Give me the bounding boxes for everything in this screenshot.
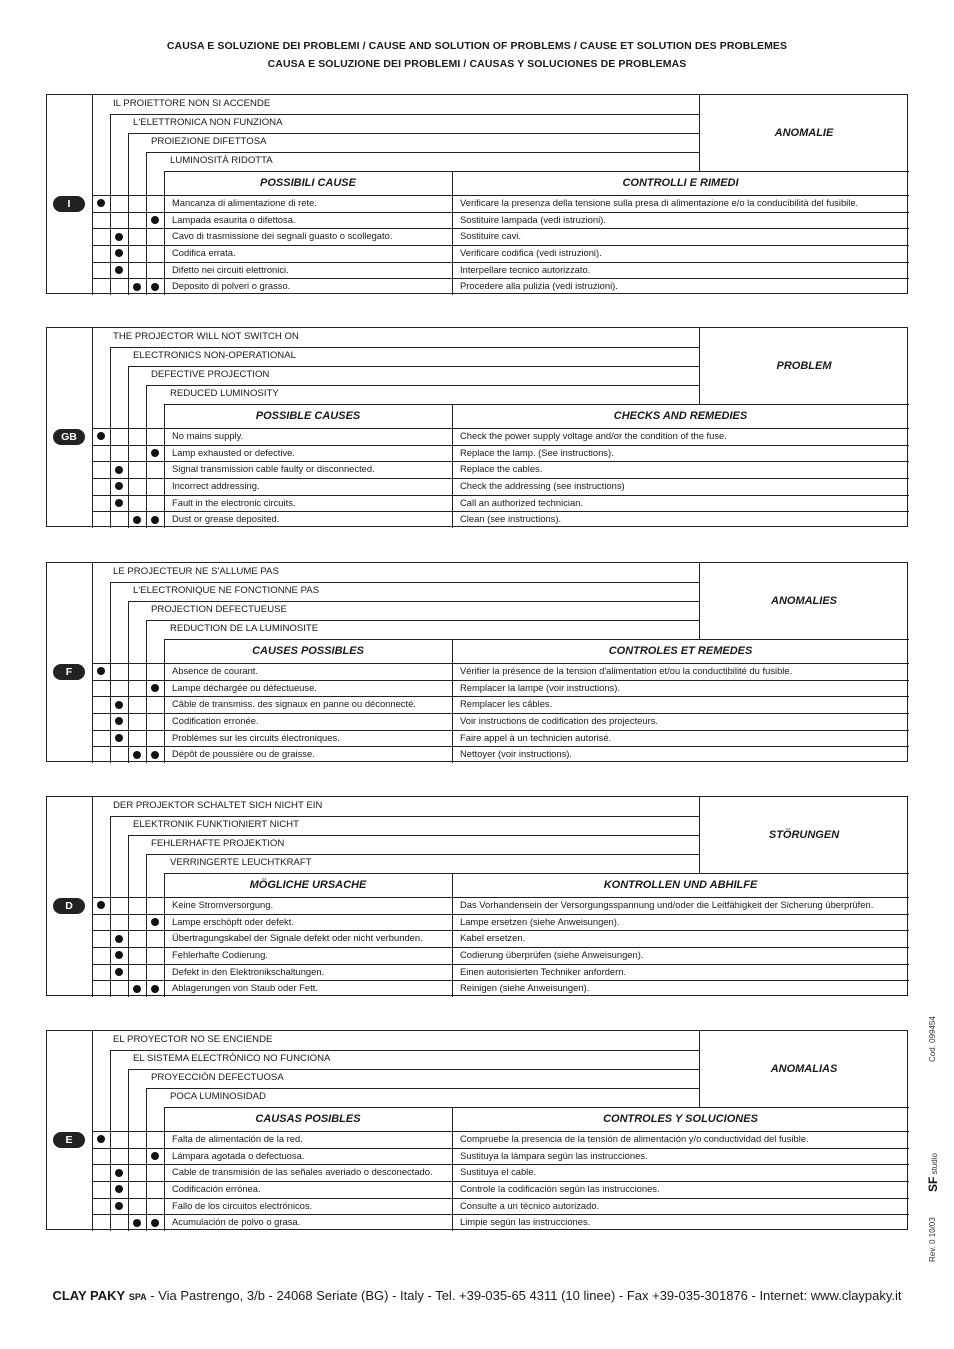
remedy-cell: Das Vorhandensein der Versorgungsspannung und/oder die Leitfähigkeit der Sicherung überprüfen. — [460, 899, 874, 910]
remedy-cell: Nettoyer (voir instructions). — [460, 748, 573, 760]
studio-logo — [926, 1153, 940, 1192]
symptom-marker-dot — [97, 667, 105, 675]
cause-cell: Acumulación de polvo o grasa. — [172, 1216, 301, 1228]
cause-cell: Lampada esaurita o difettosa. — [172, 213, 296, 225]
cause-cell: Lampe déchargée ou défectueuse. — [172, 681, 317, 693]
remedy-cell: Einen autorisierten Techniker anfordern. — [460, 965, 627, 977]
symptom-marker-dot — [115, 249, 123, 257]
column-divider — [110, 114, 111, 295]
symptom-label-3: PROYECCIÓN DEFECTUOSA — [151, 1072, 284, 1083]
document-code: Cod. 099454 — [928, 1016, 937, 1062]
symptom-marker-dot — [115, 968, 123, 976]
column-divider — [128, 133, 129, 295]
cause-cell: Ablagerungen von Staub oder Fett. — [172, 982, 318, 994]
cause-cell: Fallo de los circuitos electrónicos. — [172, 1199, 313, 1211]
cause-cell: No mains supply. — [172, 430, 244, 441]
symptom-marker-dot — [133, 985, 141, 993]
cause-cell: Lampe erschöpft oder defekt. — [172, 915, 294, 927]
column-divider — [146, 152, 147, 295]
symptom-label-2: ELEKTRONIK FUNKTIONIERT NICHT — [133, 819, 299, 830]
symptom-marker-dot — [115, 1169, 123, 1177]
cause-cell: Keine Stromversorgung. — [172, 899, 274, 910]
cause-cell: Lámpara agotada o defectuosa. — [172, 1149, 305, 1161]
symptom-marker-dot — [151, 516, 159, 524]
symptom-label-3: FEHLERHAFTE PROJEKTION — [151, 838, 285, 849]
symptom-marker-dot — [151, 1152, 159, 1160]
symptom-label-4: POCA LUMINOSIDAD — [170, 1091, 266, 1102]
remedy-cell: Consulte a un técnico autorizado. — [460, 1199, 600, 1211]
remedy-cell: Reinigen (siehe Anweisungen). — [460, 982, 590, 994]
table-e — [46, 1030, 908, 1230]
symptom-marker-dot — [151, 1219, 159, 1227]
symptom-label-3: PROIEZIONE DIFETTOSA — [151, 136, 267, 147]
column-divider — [110, 816, 111, 997]
remedies-header: CONTROLES Y SOLUCIONES — [603, 1113, 758, 1125]
remedy-cell: Remplacer la lampe (voir instructions). — [460, 681, 620, 693]
symptom-label-1: THE PROJECTOR WILL NOT SWITCH ON — [113, 331, 299, 342]
cause-cell: Übertragungskabel der Signale defekt oder nicht verbunden. — [172, 932, 423, 944]
symptom-marker-dot — [115, 266, 123, 274]
symptom-label-1: EL PROYECTOR NO SE ENCIENDE — [113, 1034, 273, 1045]
cause-cell: Dust or grease deposited. — [172, 513, 280, 525]
footer — [0, 1288, 954, 1303]
symptom-marker-dot — [115, 499, 123, 507]
symptom-label-2: L'ELECTRONIQUE NE FONCTIONNE PAS — [133, 585, 320, 596]
symptom-marker-dot — [151, 751, 159, 759]
remedy-cell: Verificare codifica (vedi istruzioni). — [460, 247, 602, 258]
footer-address: - Via Pastrengo, 3/b - 24068 Seriate (BG) - Italy - Tel. +39-035-65 4311 (10 linee) - Fax +39-035-301876 - Internet: www.claypaky.it — [146, 1288, 902, 1303]
cause-cell: Absence de courant. — [172, 665, 258, 676]
symptom-marker-dot — [115, 935, 123, 943]
symptom-marker-dot — [151, 918, 159, 926]
remedies-header: KONTROLLEN UND ABHILFE — [603, 879, 758, 891]
remedies-header: CONTROLLI E RIMEDI — [622, 177, 739, 189]
symptom-label-1: DER PROJEKTOR SCHALTET SICH NICHT EIN — [113, 800, 323, 811]
table-i — [46, 94, 908, 294]
symptom-marker-dot — [133, 283, 141, 291]
remedy-cell: Vérifier la présence de la tension d'alimentation et/ou la conductibilité du fusible. — [460, 665, 793, 676]
remedy-cell: Replace the lamp. (See instructions). — [460, 446, 614, 458]
symptom-label-1: IL PROIETTORE NON SI ACCENDE — [113, 98, 271, 109]
remedy-cell: Procedere alla pulizia (vedi istruzioni). — [460, 280, 618, 292]
cause-cell: Dépôt de poussière ou de graisse. — [172, 748, 315, 760]
language-badge: F — [53, 664, 85, 680]
remedy-cell: Compruebe la presencia de la tensión de alimentación y/o conductividad del fusible. — [460, 1133, 809, 1144]
table-gb — [46, 327, 908, 527]
symptom-label-3: DEFECTIVE PROJECTION — [151, 369, 270, 380]
cause-cell: Incorrect addressing. — [172, 480, 260, 491]
symptom-marker-dot — [151, 684, 159, 692]
remedies-header: CHECKS AND REMEDIES — [613, 410, 748, 422]
column-divider — [128, 1069, 129, 1231]
header-line-2: CAUSA E SOLUZIONE DEI PROBLEMI / CAUSAS Y SOLUCIONES DE PROBLEMAS — [267, 58, 687, 70]
studio-logo-text: studio — [930, 1153, 939, 1175]
revision-label: Rev. 0 10/03 — [928, 1217, 937, 1262]
remedy-cell: Call an authorized technician. — [460, 496, 583, 508]
causes-header: POSSIBILI CAUSE — [260, 177, 356, 189]
symptom-marker-dot — [97, 199, 105, 207]
symptom-marker-dot — [151, 985, 159, 993]
symptom-marker-dot — [115, 717, 123, 725]
column-divider — [128, 366, 129, 528]
symptom-label-4: VERRINGERTE LEUCHTKRAFT — [170, 857, 312, 868]
column-divider — [128, 835, 129, 997]
symptom-marker-dot — [97, 1135, 105, 1143]
symptom-marker-dot — [151, 283, 159, 291]
remedy-cell: Controle la codificación según las instrucciones. — [460, 1183, 660, 1194]
symptom-marker-dot — [115, 1185, 123, 1193]
remedies-header: CONTROLES ET REMEDES — [608, 645, 753, 657]
anomaly-label: ANOMALIES — [771, 595, 837, 607]
remedy-cell: Clean (see instructions). — [460, 513, 562, 525]
symptom-label-1: LE PROJECTEUR NE S'ALLUME PAS — [113, 566, 279, 577]
anomaly-label: ANOMALIE — [774, 127, 834, 139]
cause-cell: Signal transmission cable faulty or disconnected. — [172, 463, 375, 475]
remedy-cell: Voir instructions de codification des projecteurs. — [460, 715, 659, 726]
symptom-marker-dot — [115, 734, 123, 742]
symptom-label-4: LUMINOSITÀ RIDOTTA — [170, 155, 273, 166]
remedy-cell: Lampe ersetzen (siehe Anweisungen). — [460, 915, 620, 927]
remedy-cell: Remplacer les câbles. — [460, 698, 553, 710]
table-f — [46, 562, 908, 762]
symptom-marker-dot — [115, 701, 123, 709]
column-divider — [110, 1050, 111, 1231]
remedy-cell: Limpie según las instrucciones. — [460, 1216, 591, 1228]
symptom-label-4: REDUCED LUMINOSITY — [170, 388, 279, 399]
cause-cell: Codifica errata. — [172, 247, 236, 258]
cause-cell: Fault in the electronic circuits. — [172, 496, 296, 508]
causes-header: CAUSES POSSIBLES — [252, 645, 364, 657]
page-header — [0, 39, 954, 75]
cause-cell: Codification erronée. — [172, 715, 259, 726]
cause-cell: Codificación errónea. — [172, 1183, 261, 1194]
language-badge: D — [53, 898, 85, 914]
remedy-cell: Sustituya la lámpara según las instrucciones. — [460, 1149, 648, 1161]
symptom-marker-dot — [133, 516, 141, 524]
anomaly-label: STÖRUNGEN — [768, 829, 840, 841]
column-divider — [128, 601, 129, 763]
cause-cell: Problèmes sur les circuits électroniques. — [172, 731, 340, 743]
symptom-marker-dot — [133, 1219, 141, 1227]
remedy-cell: Codierung überprüfen (siehe Anweisungen). — [460, 949, 644, 960]
cause-cell: Cavo di trasmissione dei segnali guasto o scollegato. — [172, 230, 393, 242]
remedy-cell: Check the power supply voltage and/or the condition of the fuse. — [460, 430, 727, 441]
symptom-label-2: EL SISTEMA ELECTRÓNICO NO FUNCIONA — [133, 1053, 331, 1064]
symptom-marker-dot — [151, 449, 159, 457]
symptom-label-2: ELECTRONICS NON-OPERATIONAL — [133, 350, 296, 361]
studio-logo-mark: SF — [926, 1176, 940, 1192]
symptom-label-3: PROJECTION DEFECTUEUSE — [151, 604, 287, 615]
language-badge: E — [53, 1132, 85, 1148]
symptom-marker-dot — [115, 466, 123, 474]
column-divider — [146, 854, 147, 997]
remedy-cell: Check the addressing (see instructions) — [460, 480, 625, 491]
column-divider — [110, 347, 111, 528]
symptom-marker-dot — [97, 432, 105, 440]
cause-cell: Fehlerhafte Codierung. — [172, 949, 268, 960]
symptom-label-2: L'ELETTRONICA NON FUNZIONA — [133, 117, 283, 128]
language-badge: I — [53, 196, 85, 212]
remedy-cell: Faire appel à un technicien autorisé. — [460, 731, 612, 743]
cause-cell: Mancanza di alimentazione di rete. — [172, 197, 317, 208]
anomaly-label: ANOMALIAS — [770, 1063, 838, 1075]
remedy-cell: Verificare la presenza della tensione sulla presa di alimentazione e/o la conducibilità del fusibile. — [460, 197, 859, 208]
cause-cell: Defekt in den Elektronikschaltungen. — [172, 965, 325, 977]
cause-cell: Lamp exhausted or defective. — [172, 446, 295, 458]
language-badge: GB — [53, 429, 85, 445]
cause-cell: Câble de transmiss. des signaux en panne ou déconnecté. — [172, 698, 416, 710]
symptom-marker-dot — [133, 751, 141, 759]
symptom-marker-dot — [115, 233, 123, 241]
remedy-cell: Sostituire cavi. — [460, 230, 521, 242]
symptom-marker-dot — [115, 951, 123, 959]
symptom-label-4: REDUCTION DE LA LUMINOSITE — [170, 623, 319, 634]
table-d — [46, 796, 908, 996]
footer-spa: SPA — [128, 1292, 147, 1302]
remedy-cell: Replace the cables. — [460, 463, 543, 475]
column-divider — [146, 385, 147, 528]
column-divider — [146, 620, 147, 763]
header-line-1: CAUSA E SOLUZIONE DEI PROBLEMI / CAUSE AND SOLUTION OF PROBLEMS / CAUSE ET SOLUTION DES PROBLEMES — [166, 40, 788, 52]
remedy-cell: Interpellare tecnico autorizzato. — [460, 263, 591, 275]
column-divider — [110, 582, 111, 763]
symptom-marker-dot — [115, 482, 123, 490]
causes-header: POSSIBLE CAUSES — [255, 410, 361, 422]
causes-header: CAUSAS POSIBLES — [255, 1113, 361, 1125]
footer-brand: CLAY PAKY — [52, 1288, 126, 1303]
anomaly-label: PROBLEM — [776, 360, 832, 372]
remedy-cell: Sustituya el cable. — [460, 1166, 537, 1178]
symptom-marker-dot — [97, 901, 105, 909]
cause-cell: Cable de transmisión de las señales averiado o desconectado. — [172, 1166, 433, 1178]
cause-cell: Difetto nei circuiti elettronici. — [172, 263, 289, 275]
symptom-marker-dot — [151, 216, 159, 224]
causes-header: MÖGLICHE URSACHE — [249, 879, 367, 891]
remedy-cell: Kabel ersetzen. — [460, 932, 526, 944]
remedy-cell: Sostituire lampada (vedi istruzioni). — [460, 213, 606, 225]
cause-cell: Deposito di polveri o grasso. — [172, 280, 291, 292]
symptom-marker-dot — [115, 1202, 123, 1210]
column-divider — [146, 1088, 147, 1231]
cause-cell: Falta de alimentación de la red. — [172, 1133, 303, 1144]
